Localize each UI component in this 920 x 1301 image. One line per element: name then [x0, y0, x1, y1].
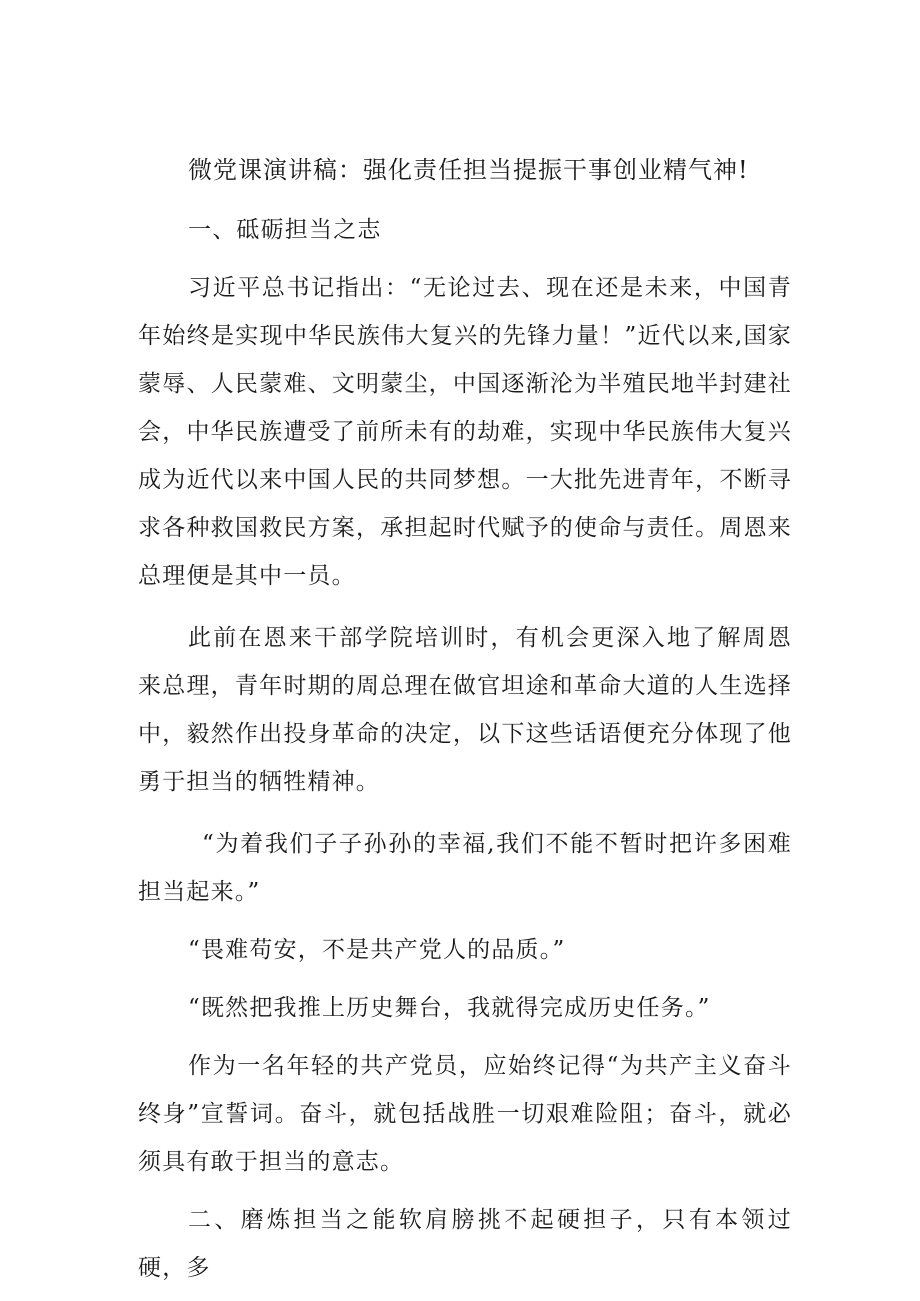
document-body — [138, 206, 792, 1292]
quote-3: “既然把我推上历史舞台，我就得完成历史任务。” — [188, 995, 711, 1021]
paragraph-3: 作为一名年轻的共产党员，应始终记得“为共产主义奋斗终身”宣誓词。奋斗，就包括战胜一切艰难险阻；奋斗，就必须具有敢于担当的意志。 — [138, 1053, 792, 1175]
paragraph-2: 此前在恩来干部学院培训时，有机会更深入地了解周恩来总理，青年时期的周总理在做官坦途和革命大道的人生选择中，毅然作出投身革命的决定，以下这些话语便充分体现了他勇于担当的牺牲精神。 — [138, 625, 792, 795]
quote-2: “畏难苟安，不是共产党人的品质。” — [188, 937, 566, 963]
document-title: 微党课演讲稿：强化责任担当提振干事创业精气神! — [188, 156, 749, 184]
paragraph-4: 二、磨炼担当之能软肩膀挑不起硬担子，只有本领过硬，多 — [138, 1207, 792, 1281]
paragraph-1: 习近平总书记指出：“无论过去、现在还是未来，中国青年始终是实现中华民族伟大复兴的先锋力量！”近代以来,国家蒙辱、人民蒙难、文明蒙尘，中国逐渐沦为半殖民地半封建社会，中华民族遭受了前所未有的劫难，实现中华民族伟大复兴成为近代以来中国人民的共同梦想。一大批先进青年，不断寻求各种救国救民方案，承担起时代赋予的使命与责任。周恩来总理便是其中一员。 — [138, 275, 792, 589]
section-heading-1: 一、砥砺担当之志 — [188, 217, 382, 243]
quote-1: “为着我们子子孙孙的幸福,我们不能不暂时把许多困难担当起来。” — [138, 831, 792, 905]
